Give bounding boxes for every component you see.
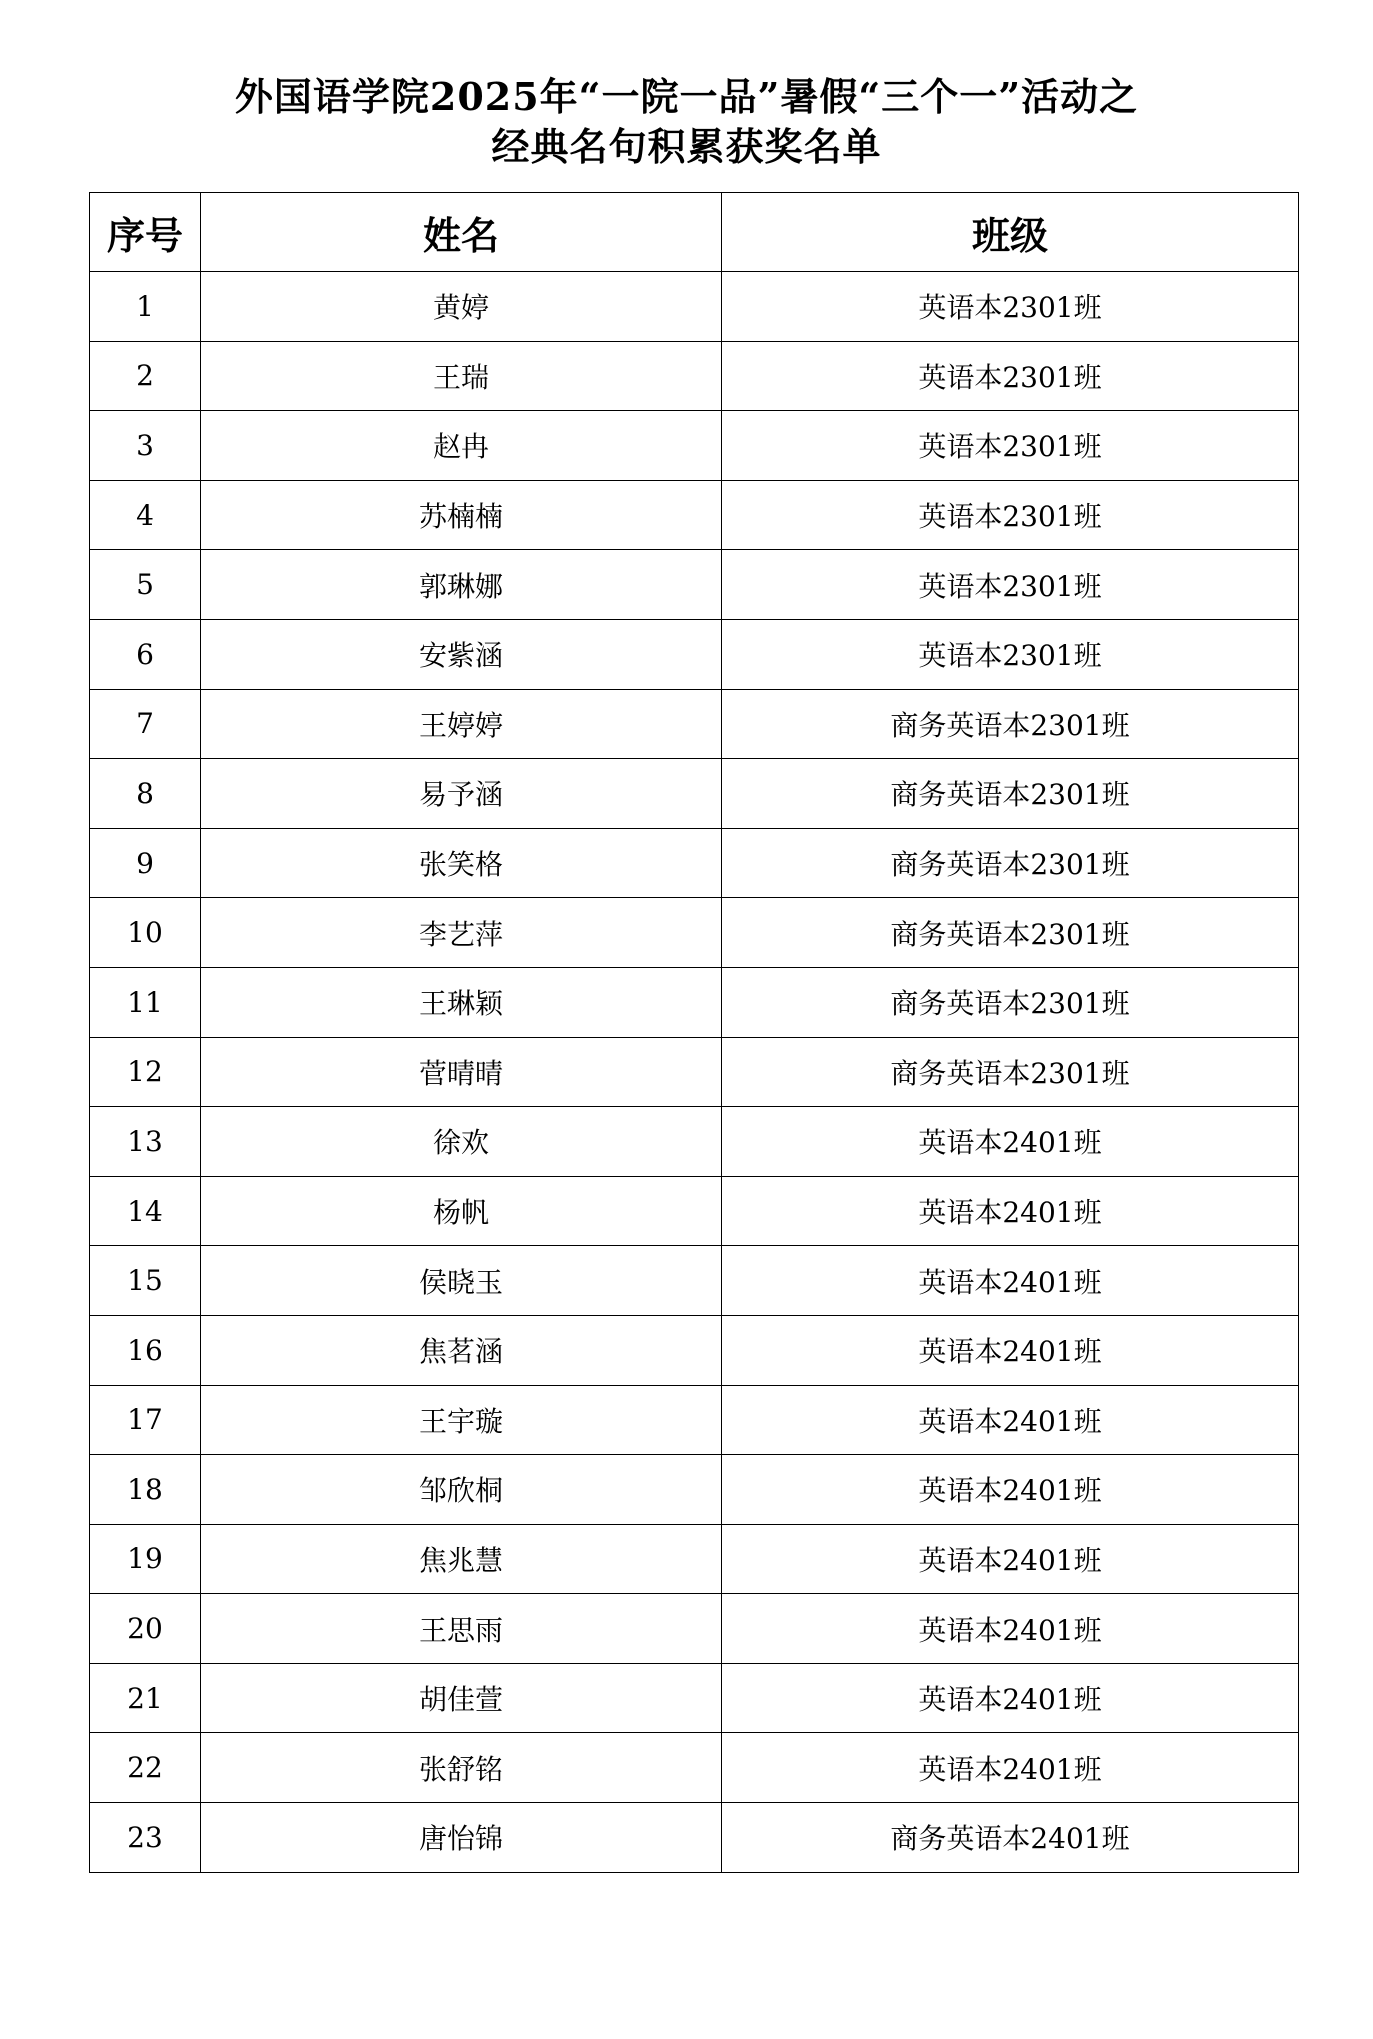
student-name-cell: 菅晴晴 xyxy=(201,1037,722,1107)
student-name-cell: 黄婷 xyxy=(201,272,722,342)
student-name-cell: 李艺萍 xyxy=(201,898,722,968)
table-row xyxy=(90,1176,1299,1246)
table-row xyxy=(90,1107,1299,1177)
serial-number-cell: 7 xyxy=(90,689,201,759)
student-name-cell: 侯晓玉 xyxy=(201,1246,722,1316)
table-row xyxy=(90,1315,1299,1385)
student-name-cell: 焦兆慧 xyxy=(201,1524,722,1594)
table-row xyxy=(90,1455,1299,1525)
table-header-row xyxy=(90,193,1299,272)
table-row xyxy=(90,1246,1299,1316)
header-serial-number: 序号 xyxy=(90,193,201,272)
student-name-cell: 王宇璇 xyxy=(201,1385,722,1455)
serial-number-cell: 22 xyxy=(90,1733,201,1803)
table-row xyxy=(90,272,1299,342)
class-name-cell: 英语本2301班 xyxy=(722,550,1299,620)
serial-number-cell: 19 xyxy=(90,1524,201,1594)
class-name-cell: 英语本2401班 xyxy=(722,1107,1299,1177)
class-name-cell: 英语本2401班 xyxy=(722,1594,1299,1664)
table-row xyxy=(90,1733,1299,1803)
table-row xyxy=(90,619,1299,689)
class-name-cell: 英语本2401班 xyxy=(722,1176,1299,1246)
table-row xyxy=(90,480,1299,550)
class-name-cell: 英语本2401班 xyxy=(722,1246,1299,1316)
table-row xyxy=(90,1663,1299,1733)
document-title-line-2: 经典名句积累获奖名单 xyxy=(491,124,882,169)
table-row xyxy=(90,411,1299,481)
serial-number-cell: 8 xyxy=(90,759,201,829)
serial-number-cell: 11 xyxy=(90,967,201,1037)
student-name-cell: 苏楠楠 xyxy=(201,480,722,550)
student-name-cell: 杨帆 xyxy=(201,1176,722,1246)
serial-number-cell: 17 xyxy=(90,1385,201,1455)
table-row xyxy=(90,550,1299,620)
student-name-cell: 邹欣桐 xyxy=(201,1455,722,1525)
class-name-cell: 英语本2401班 xyxy=(722,1385,1299,1455)
class-name-cell: 商务英语本2301班 xyxy=(722,689,1299,759)
serial-number-cell: 4 xyxy=(90,480,201,550)
table-row xyxy=(90,1037,1299,1107)
document-title-line-1: 外国语学院2025年“一院一品”暑假“三个一”活动之 xyxy=(234,74,1139,119)
header-class: 班级 xyxy=(722,193,1299,272)
table-row xyxy=(90,1594,1299,1664)
student-name-cell: 易予涵 xyxy=(201,759,722,829)
table-row xyxy=(90,1803,1299,1873)
serial-number-cell: 16 xyxy=(90,1315,201,1385)
serial-number-cell: 21 xyxy=(90,1663,201,1733)
table-row xyxy=(90,1385,1299,1455)
class-name-cell: 商务英语本2301班 xyxy=(722,759,1299,829)
student-name-cell: 郭琳娜 xyxy=(201,550,722,620)
class-name-cell: 英语本2401班 xyxy=(722,1733,1299,1803)
student-name-cell: 唐怡锦 xyxy=(201,1803,722,1873)
class-name-cell: 英语本2301班 xyxy=(722,341,1299,411)
serial-number-cell: 2 xyxy=(90,341,201,411)
student-name-cell: 王婷婷 xyxy=(201,689,722,759)
class-name-cell: 英语本2401班 xyxy=(722,1663,1299,1733)
student-name-cell: 安紫涵 xyxy=(201,619,722,689)
class-name-cell: 英语本2301班 xyxy=(722,411,1299,481)
class-name-cell: 英语本2301班 xyxy=(722,619,1299,689)
serial-number-cell: 5 xyxy=(90,550,201,620)
student-name-cell: 王思雨 xyxy=(201,1594,722,1664)
class-name-cell: 英语本2301班 xyxy=(722,480,1299,550)
serial-number-cell: 9 xyxy=(90,828,201,898)
serial-number-cell: 14 xyxy=(90,1176,201,1246)
serial-number-cell: 12 xyxy=(90,1037,201,1107)
award-list-table xyxy=(89,192,1299,1873)
student-name-cell: 张笑格 xyxy=(201,828,722,898)
table-row xyxy=(90,828,1299,898)
class-name-cell: 英语本2301班 xyxy=(722,272,1299,342)
table-row xyxy=(90,967,1299,1037)
serial-number-cell: 10 xyxy=(90,898,201,968)
student-name-cell: 胡佳萱 xyxy=(201,1663,722,1733)
class-name-cell: 商务英语本2301班 xyxy=(722,967,1299,1037)
table-row xyxy=(90,341,1299,411)
serial-number-cell: 1 xyxy=(90,272,201,342)
student-name-cell: 张舒铭 xyxy=(201,1733,722,1803)
student-name-cell: 王瑞 xyxy=(201,341,722,411)
serial-number-cell: 3 xyxy=(90,411,201,481)
table-row xyxy=(90,689,1299,759)
serial-number-cell: 15 xyxy=(90,1246,201,1316)
table-row xyxy=(90,759,1299,829)
serial-number-cell: 20 xyxy=(90,1594,201,1664)
student-name-cell: 赵冉 xyxy=(201,411,722,481)
class-name-cell: 英语本2401班 xyxy=(722,1315,1299,1385)
student-name-cell: 焦茗涵 xyxy=(201,1315,722,1385)
student-name-cell: 徐欢 xyxy=(201,1107,722,1177)
class-name-cell: 商务英语本2301班 xyxy=(722,898,1299,968)
class-name-cell: 商务英语本2401班 xyxy=(722,1803,1299,1873)
class-name-cell: 商务英语本2301班 xyxy=(722,828,1299,898)
class-name-cell: 商务英语本2301班 xyxy=(722,1037,1299,1107)
serial-number-cell: 6 xyxy=(90,619,201,689)
table-row xyxy=(90,1524,1299,1594)
serial-number-cell: 13 xyxy=(90,1107,201,1177)
header-name: 姓名 xyxy=(201,193,722,272)
class-name-cell: 英语本2401班 xyxy=(722,1524,1299,1594)
table-row xyxy=(90,898,1299,968)
class-name-cell: 英语本2401班 xyxy=(722,1455,1299,1525)
serial-number-cell: 23 xyxy=(90,1803,201,1873)
student-name-cell: 王琳颖 xyxy=(201,967,722,1037)
serial-number-cell: 18 xyxy=(90,1455,201,1525)
